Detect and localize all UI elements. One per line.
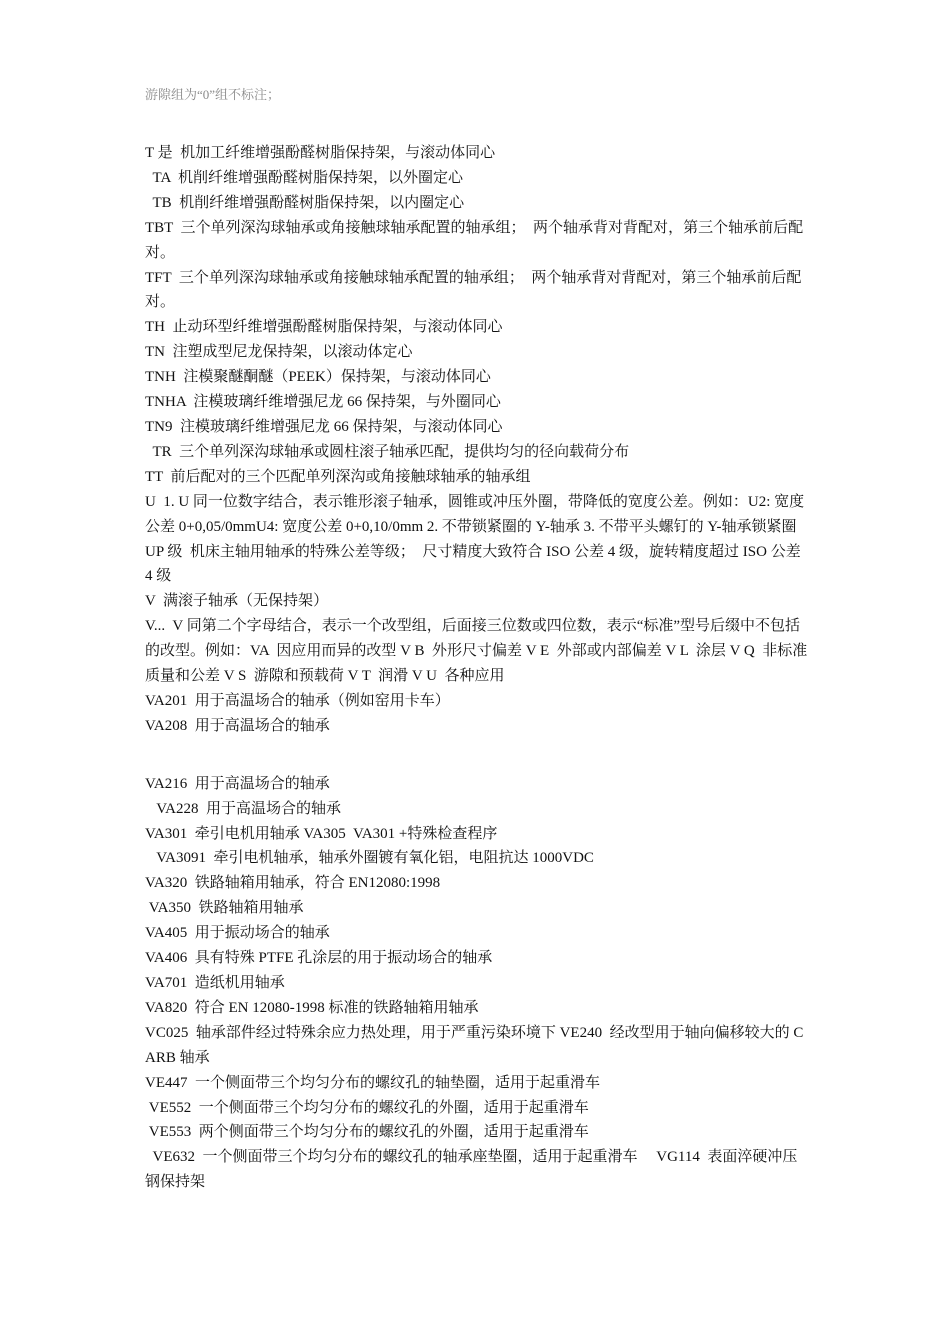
entry-ve552: VE552 一个侧面带三个均匀分布的螺纹孔的外圈，适用于起重滑车 [145,1099,589,1116]
entry-va350: VA350 铁路轴箱用轴承 [145,900,304,917]
entry-ve447: VE447 一个侧面带三个均匀分布的螺纹孔的轴垫圈，适用于起重滑车 [145,1074,600,1091]
entry-va301: VA301 牵引电机用轴承 VA305 VA301 +特殊检查程序 [145,825,498,842]
entry-up: UP 级 机床主轴用轴承的特殊公差等级； 尺寸精度大致符合 ISO 公差 4 级，旋转精度超过 ISO 公差 4 级 [145,543,805,585]
entry-va228: VA228 用于高温场合的轴承 [145,800,341,817]
entry-tn: TN 注塑成型尼龙保持架，以滚动体定心 [145,344,413,361]
entry-tn9: TN9 注模玻璃纤维增强尼龙 66 保持架，与滚动体同心 [145,418,503,435]
entry-tbt: TBT 三个单列深沟球轴承或角接触球轴承配置的轴承组； 两个轴承背对背配对，第三个轴承前后配对。 [145,219,804,261]
entry-va201: VA201 用于高温场合的轴承（例如窑用卡车） [145,692,450,709]
suffix-code-list [145,141,810,1195]
entry-va3091: VA3091 牵引电机轴承，轴承外圈镀有氧化铝，电阻抗达 1000VDC [145,850,594,867]
entry-va406: VA406 具有特殊 PTFE 孔涂层的用于振动场合的轴承 [145,950,493,967]
entry-tb: TB 机削纤维增强酚醛树脂保持架，以内圈定心 [145,194,465,211]
entry-va820: VA820 符合 EN 12080-1998 标准的铁路轴箱用轴承 [145,999,479,1016]
entry-va216: VA216 用于高温场合的轴承 [145,775,330,792]
entry-va320: VA320 铁路轴箱用轴承，符合 EN12080:1998 [145,875,441,892]
entry-tnha: TNHA 注模玻璃纤维增强尼龙 66 保持架，与外圈同心 [145,394,501,411]
entry-tft: TFT 三个单列深沟球轴承或角接触球轴承配置的轴承组； 两个轴承背对背配对，第三个轴承前后配对。 [145,269,802,311]
entry-u: U 1. U 同一位数字结合，表示锥形滚子轴承，圆锥或冲压外圈，带降低的宽度公差。例如：U2: 宽度公差 0+0,05/0mmU4: 宽度公差 0+0,10/0mm 2. 不带锁紧圈的 Y-轴承 3. 不带平头螺钉的 Y-轴承锁紧圈 [145,493,805,535]
entry-v-group: V... V 同第二个字母结合，表示一个改型组，后面接三位数或四位数，表示“标准”型号后缀中不包括的改型。例如：VA 因应用而异的改型 V B 外形尺寸偏差 V E 外部或内部偏差 V L 涂层 V Q 非标准质量和公差 V S 游隙和预载荷 V T 润滑 V U 各种应用 [145,618,808,685]
entry-tr: TR 三个单列深沟球轴承或圆柱滚子轴承匹配，提供均匀的径向载荷分布 [145,443,630,460]
paragraph-gap [145,739,810,772]
entry-t: T 是 机加工纤维增强酚醛树脂保持架，与滚动体同心 [145,145,496,161]
entry-th: TH 止动环型纤维增强酚醛树脂保持架，与滚动体同心 [145,319,503,336]
clearance-group-note: 游隙组为“0”组不标注； [145,87,281,102]
entry-vc025: VC025 轴承部件经过特殊余应力热处理，用于严重污染环境下 VE240 经改型用于轴向偏移较大的 CARB 轴承 [145,1024,804,1066]
entry-va701: VA701 造纸机用轴承 [145,975,285,991]
entry-ve632: VE632 一个侧面带三个均匀分布的螺纹孔的轴承座垫圈，适用于起重滑车 VG114 表面淬硬冲压钢保持架 [145,1149,798,1191]
entry-ta: TA 机削纤维增强酚醛树脂保持架，以外圈定心 [145,169,463,186]
entry-v: V 满滚子轴承（无保持架） [145,593,329,610]
entry-tnh: TNH 注模聚醚酮醚（PEEK）保持架，与滚动体同心 [145,369,491,386]
entry-va405: VA405 用于振动场合的轴承 [145,925,330,942]
entry-tt: TT 前后配对的三个匹配单列深沟或角接触球轴承的轴承组 [145,468,531,485]
entry-va208: VA208 用于高温场合的轴承 [145,717,330,734]
entry-ve553: VE553 两个侧面带三个均匀分布的螺纹孔的外圈，适用于起重滑车 [145,1124,589,1141]
